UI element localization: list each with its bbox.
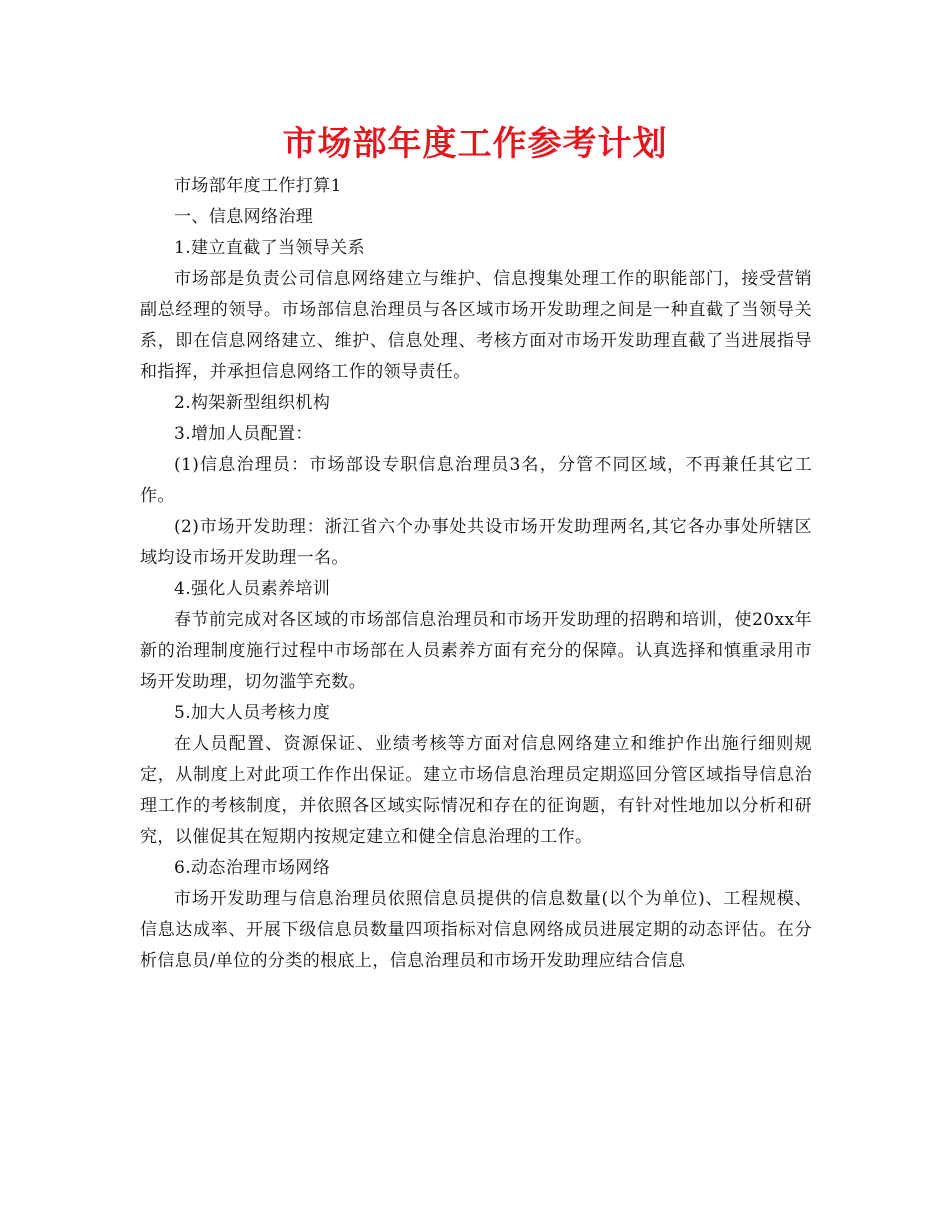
paragraph-6: (1)信息治理员：市场部设专职信息治理员3名，分管不同区域，不再兼任其它工作。	[140, 455, 812, 506]
paragraph-12: 6.动态治理市场网络	[174, 858, 331, 878]
paragraph-13: 市场开发助理与信息治理员依照信息员提供的信息数量(以个为单位)、工程规模、信息达成率、开展下级信息员数量四项指标对信息网络成员进展定期的动态评估。在分析信息员/单位的分类的根底上，信息治理员和市场开发助理应结合信息	[140, 889, 812, 971]
paragraph-0: 市场部年度工作打算1	[174, 176, 342, 196]
paragraph-1: 一、信息网络治理	[174, 207, 314, 227]
paragraph-4: 2.构架新型组织机构	[174, 393, 331, 413]
paragraph-8: 4.强化人员素养培训	[174, 579, 331, 599]
paragraph-10: 5.加大人员考核力度	[174, 703, 331, 723]
paragraph-7: (2)市场开发助理：浙江省六个办事处共设市场开发助理两名,其它各办事处所辖区域均设市场开发助理一名。	[140, 517, 812, 568]
paragraph-3: 市场部是负责公司信息网络建立与维护、信息搜集处理工作的职能部门，接受营销副总经理的领导。市场部信息治理员与各区域市场开发助理之间是一种直截了当领导关系，即在信息网络建立、维护、信息处理、考核方面对市场开发助理直截了当进展指导和指挥，并承担信息网络工作的领导责任。	[140, 269, 812, 382]
document-body	[140, 171, 812, 977]
paragraph-11: 在人员配置、资源保证、业绩考核等方面对信息网络建立和维护作出施行细则规定，从制度上对此项工作作出保证。建立市场信息治理员定期巡回分管区域指导信息治理工作的考核制度，并依照各区域实际情况和存在的征询题，有针对性地加以分析和研究，以催促其在短期内按规定建立和健全信息治理的工作。	[140, 734, 812, 847]
paragraph-2: 1.建立直截了当领导关系	[174, 238, 366, 258]
paragraph-9: 春节前完成对各区域的市场部信息治理员和市场开发助理的招聘和培训，使20xx年新的治理制度施行过程中市场部在人员素养方面有充分的保障。认真选择和慎重录用市场开发助理，切勿滥竽充数。	[140, 610, 812, 692]
paragraph-5: 3.增加人员配置：	[174, 424, 313, 444]
document-title: 市场部年度工作参考计划	[282, 124, 668, 164]
